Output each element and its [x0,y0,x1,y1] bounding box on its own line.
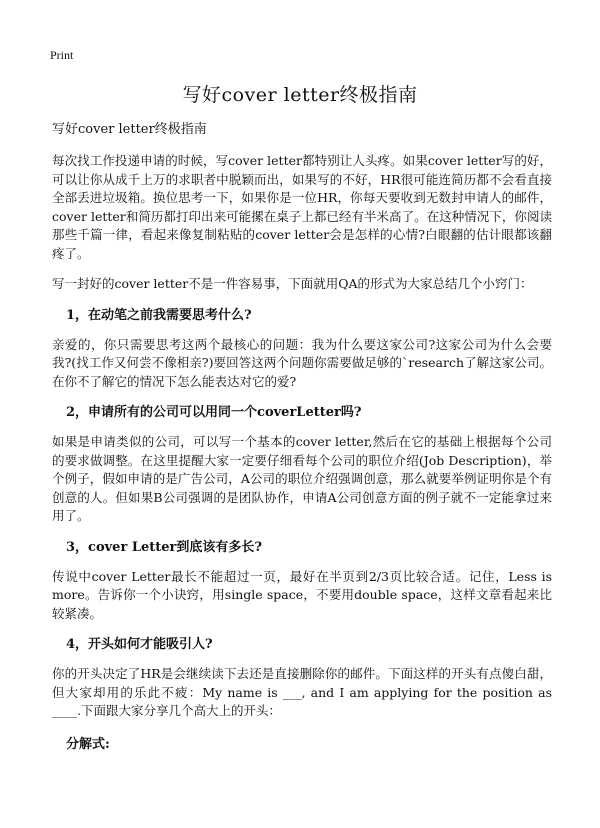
article-subtitle: 写好cover letter终极指南 [52,122,207,137]
section-2-paragraph: 如果是申请类似的公司，可以写一个基本的cover letter,然后在它的基础上根据每个公司的要求做调整。在这里提醒大家一定要仔细看每个公司的职位介绍(Job Description)，举个例子，假如申请的是广告公司，A公司的职位介绍强调创意，那么就要举例证明你是个有创意的人。但如果B公司强调的是团队协作，申请A公司创意方面的例子就不一定能拿过来用了。 [52,434,552,523]
section-heading-1: 1，在动笔之前我需要思考什么? [66,307,252,323]
section-heading-2: 2，申请所有的公司可以用同一个coverLetter吗? [66,405,362,420]
section-3-paragraph: 传说中cover Letter最长不能超过一页，最好在半页到2/3页比较合适。记住，Less is more。告诉你一个小诀窍，用single space，不要用double space，这样文章看起来比较紧凑。 [52,568,552,621]
print-link[interactable]: Print [50,48,74,62]
sub-heading-decomposition: 分解式: [66,736,110,752]
intro-paragraph-1: 每次找工作投递申请的时候，写cover letter都特别让人头疼。如果cover letter写的好，可以让你从成千上万的求职者中脱颖而出，如果写的不好，HR很可能连简历都不会看直接全部丢进垃圾箱。换位思考一下，如果你是一位HR，你每天要收到无数封申请人的邮件，cover letter和简历都打印出来可能摞在桌子上都已经有半米高了。在这种情况下，你阅读那些千篇一律，看起来像复制粘贴的cover letter会是怎样的心情?白眼翻的估计眼都该翻疼了。 [52,153,552,261]
section-1-paragraph: 亲爱的，你只需要思考这两个最核心的问题：我为什么要这家公司?这家公司为什么会要我?(找工作又何尝不像相亲?)要回答这两个问题你需要做足够的`research了解这家公司。在你不了解它的情况下怎么能表达对它的爱? [52,336,552,389]
section-heading-3: 3，cover Letter到底该有多长? [66,539,262,555]
intro-paragraph-2: 写一封好的cover letter不是一件容易事，下面就用QA的形式为大家总结几个小窍门： [52,276,533,291]
section-heading-4: 4，开头如何才能吸引人? [66,637,213,652]
document-title: 写好cover letter终极指南 [182,84,418,106]
article-body [52,120,552,752]
section-4-paragraph: 你的开头决定了HR是会继续读下去还是直接删除你的邮件。下面这样的开头有点傻白甜，但大家却用的乐此不疲：My name is ___, and I am applying for the position as ____.下面跟大家分享几个高大上的开头： [52,666,552,718]
